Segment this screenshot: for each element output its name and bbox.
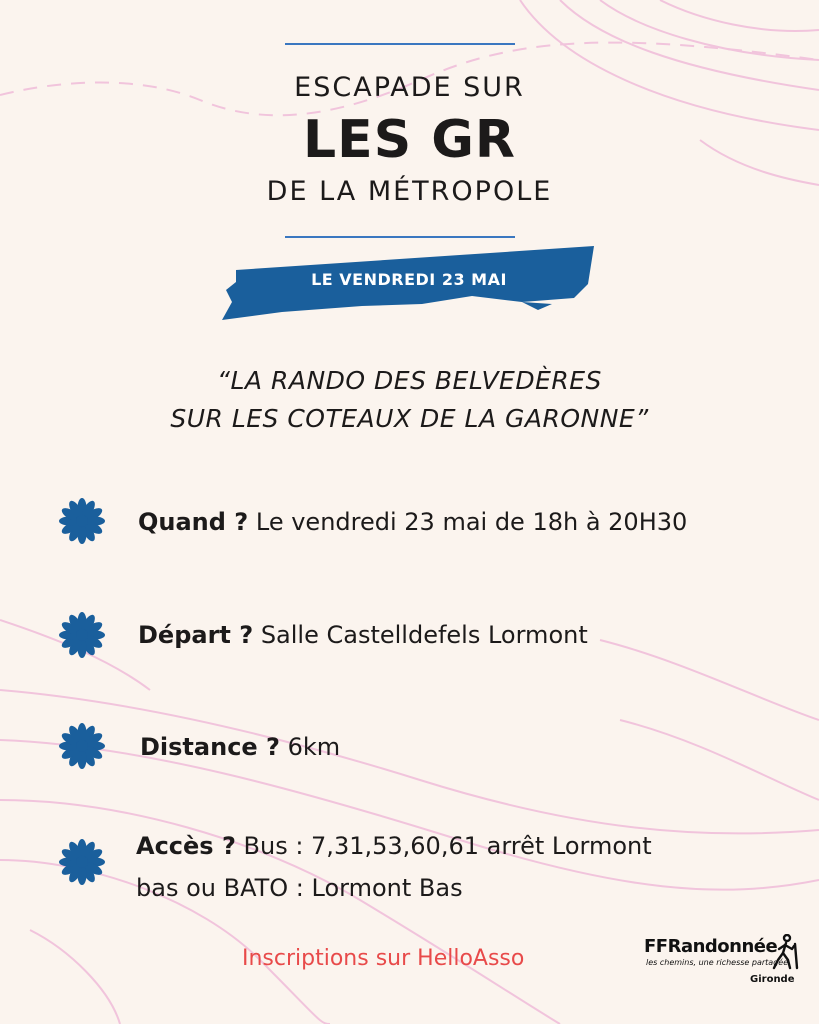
- bottom-divider: [285, 236, 515, 238]
- asterisk-flower-icon: [58, 838, 106, 886]
- asterisk-flower-icon: [58, 722, 106, 770]
- logo-name: FFRandonnée: [644, 936, 778, 957]
- hiker-icon: [770, 934, 800, 970]
- detail-departure: [138, 615, 588, 655]
- top-divider: [285, 43, 515, 45]
- title-line-3: DE LA MÉTROPOLE: [266, 176, 553, 207]
- detail-distance-value: 6km: [287, 733, 341, 761]
- asterisk-flower-icon: [58, 611, 106, 659]
- registration-link[interactable]: Inscriptions sur HelloAsso: [242, 946, 525, 971]
- logo-tagline: les chemins, une richesse partagée: [646, 958, 789, 967]
- detail-distance-label: Distance ?: [140, 733, 280, 761]
- detail-access: [136, 826, 652, 866]
- detail-access-continued: [136, 868, 463, 908]
- detail-access-value: Bus : 7,31,53,60,61 arrêt Lormont: [243, 832, 652, 860]
- detail-departure-label: Départ ?: [138, 621, 254, 649]
- asterisk-flower-icon: [58, 497, 106, 545]
- quote-line-1: “LA RANDO DES BELVEDÈRES: [217, 366, 602, 395]
- detail-when: [138, 502, 687, 542]
- detail-distance: [140, 727, 340, 767]
- detail-when-label: Quand ?: [138, 508, 249, 536]
- quote-line-2: SUR LES COTEAUX DE LA GARONNE”: [170, 404, 649, 433]
- detail-departure-value: Salle Castelldefels Lormont: [260, 621, 588, 649]
- logo-region: Gironde: [750, 974, 795, 985]
- detail-access-label: Accès ?: [136, 832, 236, 860]
- title-main: LES GR: [303, 110, 516, 170]
- detail-when-value: Le vendredi 23 mai de 18h à 20H30: [255, 508, 688, 536]
- ffrandonnee-logo: [644, 934, 804, 994]
- detail-access-value-2: bas ou BATO : Lormont Bas: [136, 874, 463, 902]
- date-banner-text: LE VENDREDI 23 MAI: [311, 270, 507, 289]
- title-line-1: ESCAPADE SUR: [294, 72, 525, 103]
